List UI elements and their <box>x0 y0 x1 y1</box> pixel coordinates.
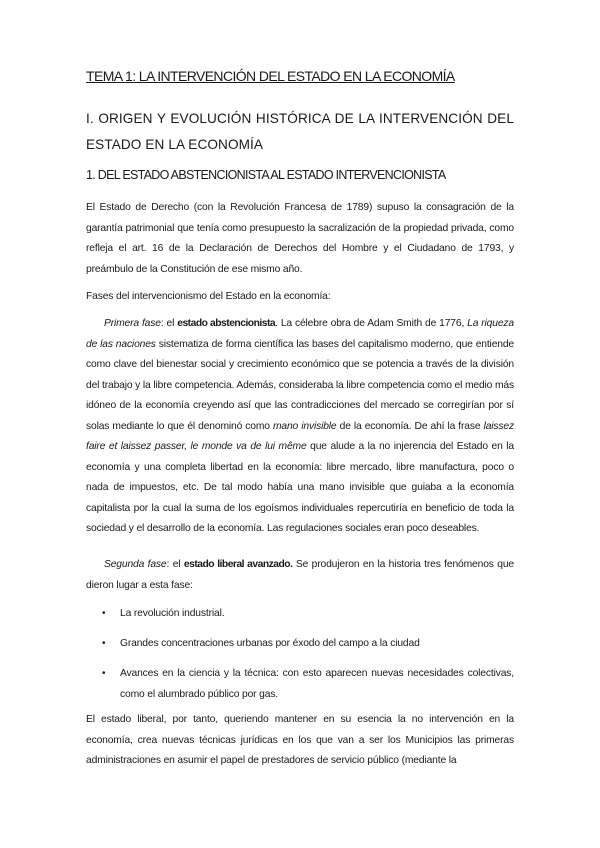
document-title: TEMA 1: LA INTERVENCIÓN DEL ESTADO EN LA ECONOMÍA <box>86 68 455 84</box>
phase-label: Segunda fase <box>104 559 167 570</box>
paragraph-estado-liberal: El estado liberal, por tanto, queriendo mantener en su esencia la no intervención en la economía, crea nuevas técnicas jurídicas en los que van a ser los Municipios las primeras administraciones en asumir el papel de prestadores de servicio público (mediante la <box>86 714 514 766</box>
phase-name: estado liberal avanzado. <box>183 559 293 570</box>
paragraph-fases-intro: Fases del intervencionismo del Estado en la economía: <box>86 291 331 302</box>
quote-laissez-faire: laissez faire et laissez passer, le monde va de lui même <box>86 420 514 452</box>
bullet-icon: • <box>102 608 106 619</box>
paragraph-primera-fase: Primera fase: el estado abstencionista. La célebre obra de Adam Smith de 1776, La riqueza de las naciones sistematiza de forma científica las bases del capitalismo moderno, que entiende como clave del bienestar social y crecimiento económico que se potencia a través de la división del trabajo y la libre competencia. Además, consideraba la libre competencia como el medio más idóneo de la economía creyendo así que las contradicciones del mercado se corregirían por sí solas mediante lo que él denominó como mano invisible de la economía. De ahí la frase laissez faire et laissez passer, le monde va de lui même que alude a la no injerencia del Estado en la economía y una completa libertad en la economía: libre mercado, libre manufactura, poco o nada de impuestos, etc. De tal modo había una mano invisible que guiaba a la economía capitalista por la cual la suma de los egoísmos individuales repercutiría en beneficio de toda la sociedad y el desarrollo de la economía. Las regulaciones sociales eran poco deseables. <box>86 318 514 534</box>
phase-label: Primera fase <box>104 318 161 329</box>
term-mano-invisible: mano invisible <box>272 420 337 432</box>
bullet-icon: • <box>102 668 106 679</box>
paragraph-segunda-fase: Segunda fase: el estado liberal avanzado. Se produjeron en la historia tres fenómenos que dieron lugar a esta fase: <box>86 559 514 591</box>
book-title: La riqueza de las naciones <box>86 318 514 350</box>
section-heading: I. ORIGEN Y EVOLUCIÓN HISTÓRICA DE LA INTERVENCIÓN DEL ESTADO EN LA ECONOMÍA <box>86 111 514 152</box>
bullet-icon: • <box>102 638 106 649</box>
subsection-heading: 1. DEL ESTADO ABSTENCIONISTA AL ESTADO INTERVENCIONISTA <box>86 168 446 182</box>
phase-name: estado abstencionista <box>177 318 276 329</box>
paragraph-estado-de-derecho: El Estado de Derecho (con la Revolución Francesa de 1789) supuso la consagración de la garantía patrimonial que tenía como presupuesto la sacralización de la propiedad privada, como refleja el art. 16 de la Declaración de Derechos del Hombre y el Ciudadano de 1793, y preámbulo de la Constitución de ese mismo año. <box>86 202 514 275</box>
